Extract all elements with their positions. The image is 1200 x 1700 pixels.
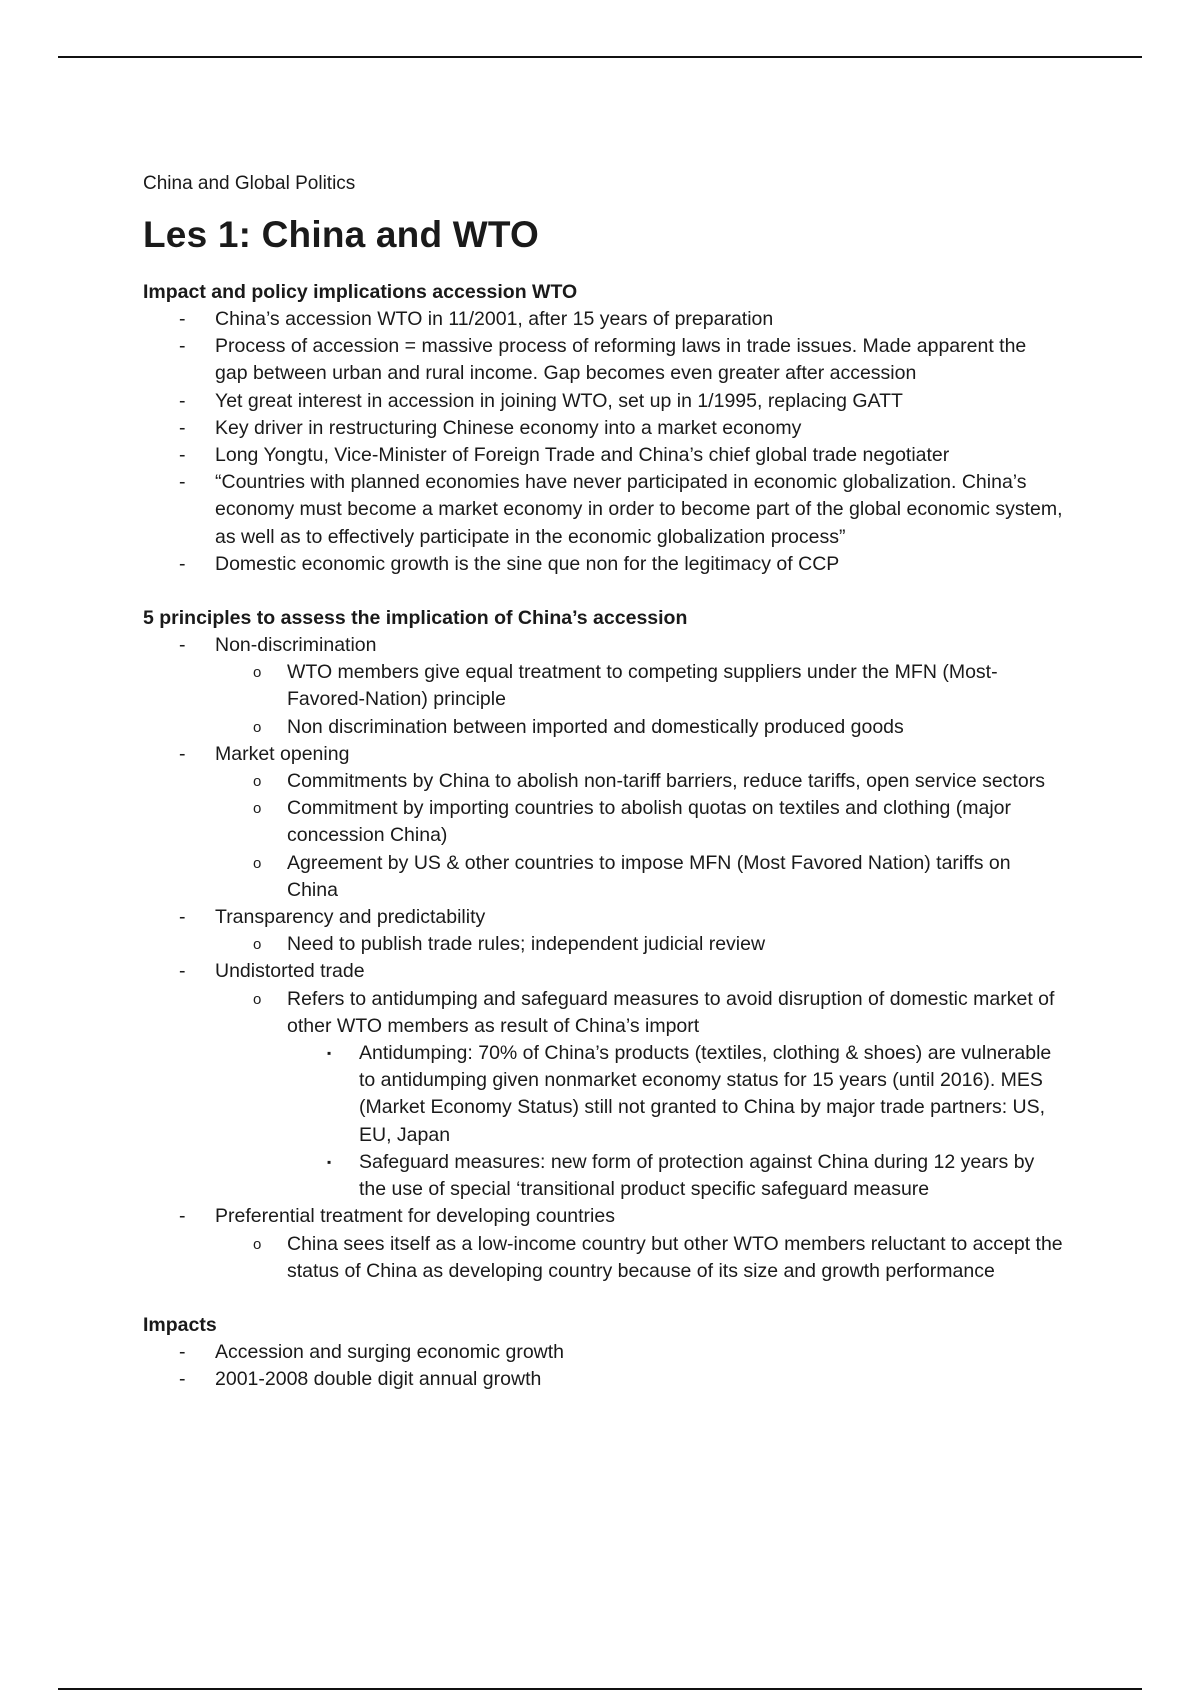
circle-bullet: o	[253, 990, 262, 1008]
square-bullet: ▪	[327, 1046, 332, 1061]
sub-list	[215, 1231, 1063, 1285]
section-heading: 5 principles to assess the implication of China’s accession	[143, 607, 688, 630]
dash-bullet: -	[179, 389, 186, 412]
list-item: - Process of accession = massive process of reforming laws in trade issues. Made apparent the gap between urban and rural income. Gap becomes even greater after accession	[179, 335, 1027, 385]
sub-sub-item: ▪ Safeguard measures: new form of protection against China during 12 years by the use of special ‘transitional product specific safeguard measure	[327, 1150, 1035, 1201]
circle-bullet: o	[253, 1235, 262, 1253]
circle-bullet: o	[253, 854, 262, 872]
principle-item: - Market opening o Commitments by China to abolish non-tariff barriers, reduce tariffs, open service sectors o Commitment by importing countries to abolish quotas on textiles and clothing (major concession China) o Agreement by US & other countries to impose MFN (Most Favored Nation) tariffs on China	[143, 741, 1063, 904]
dash-bullet: -	[179, 444, 186, 467]
principle-item: - Undistorted trade o Refers to antidumping and safeguard measures to avoid disruption of domestic market of other WTO members as result of China’s import ▪ Antidumping: 70% of China’s products (textiles, clothing & shoes) are vulnerable to antidumping given nonmarket economy status for 15 years (until 2016). MES (Market Economy Status) still not granted to China by major trade partners: US, EU, Japan ▪ Safeguard measures: new form of protection against China during 12 years by the use of special ‘transitional product specific safeguard measure	[143, 958, 1063, 1203]
course-name: China and Global Politics	[143, 173, 356, 194]
dash-bullet: -	[179, 308, 186, 330]
dash-bullet: -	[179, 906, 186, 929]
sub-item: o Non discrimination between imported and domestically produced goods	[215, 714, 1063, 741]
sub-item: o China sees itself as a low-income country but other WTO members reluctant to accept the status of China as developing country because of its size and growth performance	[253, 1232, 1063, 1282]
circle-bullet: o	[253, 718, 262, 736]
dash-bullet: -	[179, 471, 186, 494]
square-bullet: ▪	[327, 1154, 332, 1169]
header-rule	[58, 56, 1142, 58]
list-item: - China’s accession WTO in 11/2001, after 15 years of preparation	[143, 306, 1063, 333]
principle-item: - Transparency and predictability o Need to publish trade rules; independent judicial review	[143, 904, 1063, 958]
section-heading: Impact and policy implications accession WTO	[143, 281, 578, 303]
dash-bullet: -	[179, 1368, 186, 1391]
circle-bullet: o	[253, 936, 262, 954]
dash-bullet: -	[179, 1205, 186, 1228]
footer-rule	[58, 1688, 1142, 1690]
document-body	[143, 170, 1063, 1420]
list-item: - Domestic economic growth is the sine que non for the legitimacy of CCP	[143, 551, 1063, 578]
sub-item: o Commitments by China to abolish non-tariff barriers, reduce tariffs, open service sectors	[215, 768, 1063, 795]
dash-bullet: -	[179, 416, 186, 439]
principle-item: - Non-discrimination o WTO members give equal treatment to competing suppliers under the MFN (Most-Favored-Nation) principle o Non discrimination between imported and domestically produced goods	[143, 632, 1063, 741]
sub-item: o Commitment by importing countries to abolish quotas on textiles and clothing (major concession China)	[253, 797, 1012, 847]
circle-bullet: o	[253, 664, 262, 682]
sub-sub-item: ▪ Antidumping: 70% of China’s products (textiles, clothing & shoes) are vulnerable to antidumping given nonmarket economy status for 15 years (until 2016). MES (Market Economy Status) still not granted to China by major trade partners: US, EU, Japan	[327, 1042, 1052, 1146]
sub-list	[215, 659, 1063, 741]
dash-bullet: -	[179, 552, 186, 575]
bullet-list	[143, 306, 1063, 578]
bullet-list	[143, 1339, 1063, 1393]
sub-list	[215, 768, 1063, 904]
dash-bullet: -	[179, 335, 186, 358]
page-title: Les 1: China and WTO	[143, 214, 539, 255]
circle-bullet: o	[253, 800, 262, 818]
circle-bullet: o	[253, 773, 262, 791]
section-five-principles	[143, 605, 1063, 1285]
sub-item: o Refers to antidumping and safeguard measures to avoid disruption of domestic market of other WTO members as result of China’s import ▪ Antidumping: 70% of China’s products (textiles, clothing & shoes) are vulnerable to antidumping given nonmarket economy status for 15 years (until 2016). MES (Market Economy Status) still not granted to China by major trade partners: US, EU, Japan ▪ Safeguard measures: new form of protection against China during 12 years by the use of special ‘transitional product specific safeguard measure	[215, 986, 1063, 1204]
dash-bullet: -	[179, 742, 186, 765]
principles-list	[143, 632, 1063, 1285]
section-heading: Impacts	[143, 1313, 217, 1336]
list-item: - “Countries with planned economies have never participated in economic globalization. China’s economy must become a market economy in order to become part of the global economic system, as well as to effectively participate in the economic globalization process”	[179, 471, 1063, 548]
sub-sub-list	[287, 1040, 1063, 1203]
sub-item: o WTO members give equal treatment to competing suppliers under the MFN (Most-Favored-Nation) principle	[253, 661, 998, 711]
list-item: - Key driver in restructuring Chinese economy into a market economy	[143, 415, 1063, 442]
section-impacts	[143, 1312, 1063, 1393]
sub-list	[215, 931, 1063, 958]
list-item: - Long Yongtu, Vice-Minister of Foreign Trade and China’s chief global trade negotiater	[143, 442, 1063, 469]
sub-item: o Need to publish trade rules; independent judicial review	[215, 931, 1063, 958]
principle-item: - Preferential treatment for developing countries o China sees itself as a low-income country but other WTO members reluctant to accept the status of China as developing country because of its size and growth performance	[143, 1203, 1063, 1285]
list-item: - Yet great interest in accession in joining WTO, set up in 1/1995, replacing GATT	[143, 388, 1063, 415]
list-item: - 2001-2008 double digit annual growth	[143, 1366, 1063, 1393]
sub-item: o Agreement by US & other countries to impose MFN (Most Favored Nation) tariffs on China	[253, 851, 1011, 901]
list-item: - Accession and surging economic growth	[143, 1339, 1063, 1366]
dash-bullet: -	[179, 960, 186, 983]
dash-bullet: -	[179, 634, 186, 657]
sub-list	[215, 986, 1063, 1204]
dash-bullet: -	[179, 1340, 186, 1363]
section-impact-policy	[143, 279, 1063, 578]
